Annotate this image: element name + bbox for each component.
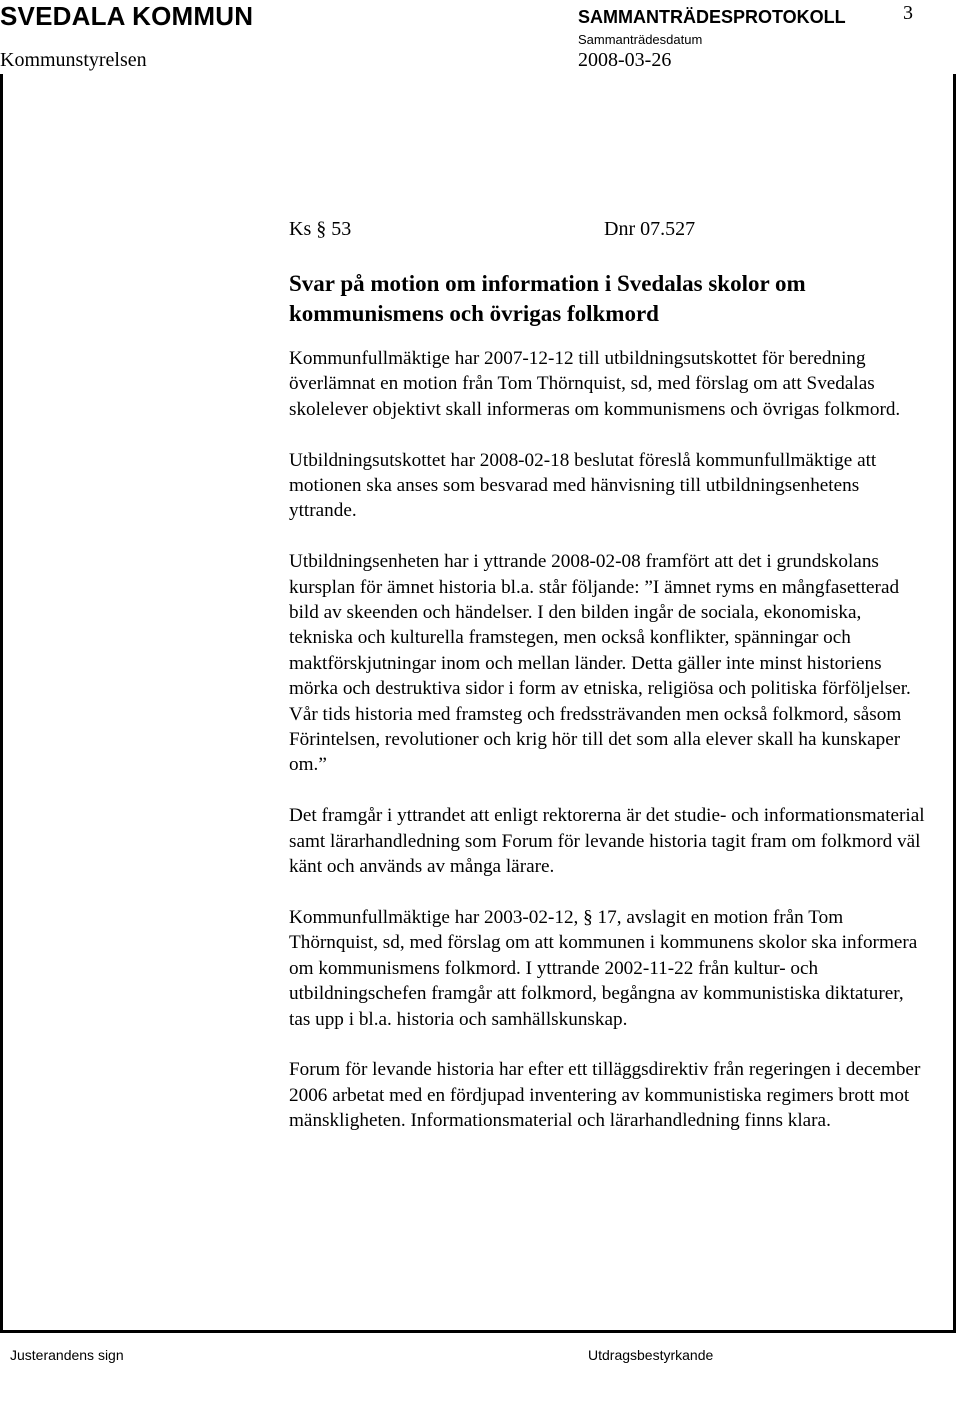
- paragraph: Utbildningsutskottet har 2008-02-18 beslutat föreslå kommunfullmäktige att motionen ska anses som besvarad med hänvisning till utbildningsenhetens yttrande.: [289, 449, 877, 522]
- meeting-date: 2008-03-26: [578, 49, 672, 71]
- page-number: 3: [903, 2, 913, 24]
- paragraph: Kommunfullmäktige har 2003-02-12, § 17, avslagit en motion från Tom Thörnquist, sd, med förslag om att kommunen i kommunens skolor ska informera om kommunismens folkmord. I yttrande 2002-11-22 från kultur- och utbildningschefen framgår att folkmord, begångna av kommunistiska diktaturer, tas upp i bl.a. historia och samhällskunskap.: [289, 906, 918, 1030]
- section-title: Svar på motion om information i Svedalas skolor om kommunismens och övrigas folkmord: [289, 271, 806, 326]
- diary-number: Dnr 07.527: [604, 218, 696, 240]
- left-margin-rule: [0, 74, 3, 1330]
- case-number: Ks § 53: [289, 218, 352, 240]
- document-type: SAMMANTRÄDESPROTOKOLL: [578, 7, 846, 27]
- organization-name: SVEDALA KOMMUN: [0, 1, 254, 31]
- committee-name: Kommunstyrelsen: [0, 49, 147, 71]
- case-reference: [289, 217, 929, 241]
- certification-label: Utdragsbestyrkande: [588, 1347, 714, 1363]
- footer-rule: [0, 1330, 956, 1333]
- paragraph: Kommunfullmäktige har 2007-12-12 till utbildningsutskottet för beredning överlämnat en motion från Tom Thörnquist, sd, med förslag om att Svedalas skolelever objektivt skall informeras om kommunismens och övrigas folkmord.: [289, 348, 901, 420]
- paragraph: Forum för levande historia har efter ett tilläggsdirektiv från regeringen i december 2006 arbetat med en fördjupad inventering av kommunistiska regimers brott mot mänskligheten. Informationsmaterial och lärarhandledning finns klara.: [289, 1059, 921, 1132]
- right-margin-rule: [953, 74, 956, 1330]
- signature-label: Justerandens sign: [10, 1347, 124, 1363]
- paragraph: Det framgår i yttrandet att enligt rektorerna är det studie- och informationsmaterial samt lärarhandledning som Forum för levande historia tagit fram om folkmord väl känt och används av många lärare.: [289, 805, 925, 878]
- meeting-date-label: Sammanträdesdatum: [578, 32, 703, 47]
- body-text: [289, 346, 929, 1159]
- paragraph: Utbildningsenheten har i yttrande 2008-02-08 framfört att det i grundskolans kursplan för ämnet historia bl.a. står följande: ”I ämnet ryms en mångfasetterad bild av skeenden och händelser. I den bilden ingår de sociala, ekonomiska, tekniska och kulturella framstegen, men också konflikter, spänningar och maktförskjutningar inom och mellan länder. Detta gäller inte minst historiens mörka och destruktiva sidor i form av etniska, religiösa och politiska förföljelser. Vår tids historia med framsteg och fredssträvanden men också folkmord, såsom Förintelsen, revolutioner och krig hör till det som alla elever skall ha kunskaper om.”: [289, 551, 911, 776]
